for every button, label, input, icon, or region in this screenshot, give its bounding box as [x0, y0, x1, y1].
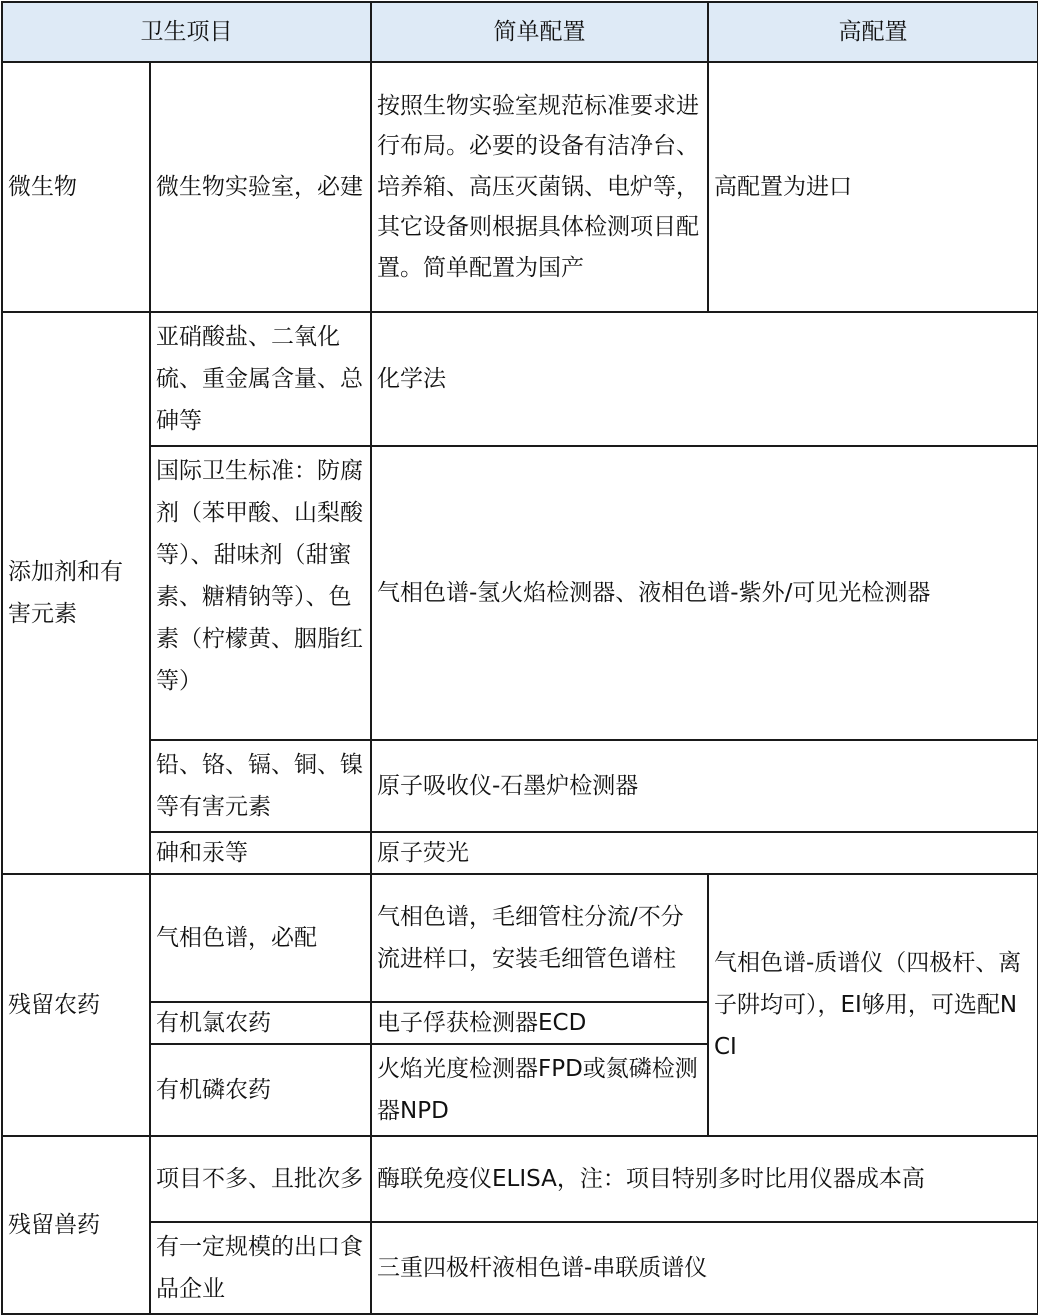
table-row: [2, 832, 1038, 874]
item-cell: 项目不多、且批次多: [150, 1136, 371, 1222]
simple-config-cell: 气相色谱，毛细管柱分流/不分流进样口，安装毛细管色谱柱: [371, 874, 708, 1002]
config-cell: 化学法: [371, 312, 1038, 446]
table-row: [2, 1222, 1038, 1314]
header-high: 高配置: [708, 2, 1038, 62]
category-cell: 微生物: [2, 62, 150, 312]
table-row: [2, 446, 1038, 740]
table-row: [2, 62, 1038, 312]
item-cell: 有机氯农药: [150, 1002, 371, 1044]
table-row: [2, 312, 1038, 446]
simple-config-cell: 电子俘获检测器ECD: [371, 1002, 708, 1044]
simple-config-cell: 按照生物实验室规范标准要求进行布局。必要的设备有洁净台、培养箱、高压灭菌锅、电炉等，其它设备则根据具体检测项目配置。简单配置为国产: [371, 62, 708, 312]
category-cell: 残留兽药: [2, 1136, 150, 1314]
item-cell: 有机磷农药: [150, 1044, 371, 1136]
table-row: [2, 874, 1038, 1002]
config-cell: 气相色谱-氢火焰检测器、液相色谱-紫外/可见光检测器: [371, 446, 1038, 740]
item-cell: 亚硝酸盐、二氧化硫、重金属含量、总砷等: [150, 312, 371, 446]
category-cell: 残留农药: [2, 874, 150, 1136]
config-cell: 原子吸收仪-石墨炉检测器: [371, 740, 1038, 832]
item-cell: 铅、铬、镉、铜、镍等有害元素: [150, 740, 371, 832]
config-cell: 原子荧光: [371, 832, 1038, 874]
header-simple: 简单配置: [371, 2, 708, 62]
item-cell: 有一定规模的出口食品企业: [150, 1222, 371, 1314]
item-cell: 砷和汞等: [150, 832, 371, 874]
item-cell: 国际卫生标准：防腐剂（苯甲酸、山梨酸等）、甜味剂（甜蜜素、糖精钠等）、色素（柠檬黄、胭脂红等）: [150, 446, 371, 740]
header-row: [2, 2, 1038, 62]
high-config-cell: 气相色谱-质谱仪（四极杆、离子阱均可），EI够用，可选配NCI: [708, 874, 1038, 1136]
item-cell: 微生物实验室，必建: [150, 62, 371, 312]
simple-config-cell: 火焰光度检测器FPD或氮磷检测器NPD: [371, 1044, 708, 1136]
high-config-cell: 高配置为进口: [708, 62, 1038, 312]
category-cell: 添加剂和有害元素: [2, 312, 150, 874]
table-row: [2, 740, 1038, 832]
table-row: [2, 1136, 1038, 1222]
config-cell: 三重四极杆液相色谱-串联质谱仪: [371, 1222, 1038, 1314]
hygiene-config-table: [1, 1, 1038, 1315]
config-cell: 酶联免疫仪ELISA，注：项目特别多时比用仪器成本高: [371, 1136, 1038, 1222]
item-cell: 气相色谱，必配: [150, 874, 371, 1002]
header-item: 卫生项目: [2, 2, 371, 62]
